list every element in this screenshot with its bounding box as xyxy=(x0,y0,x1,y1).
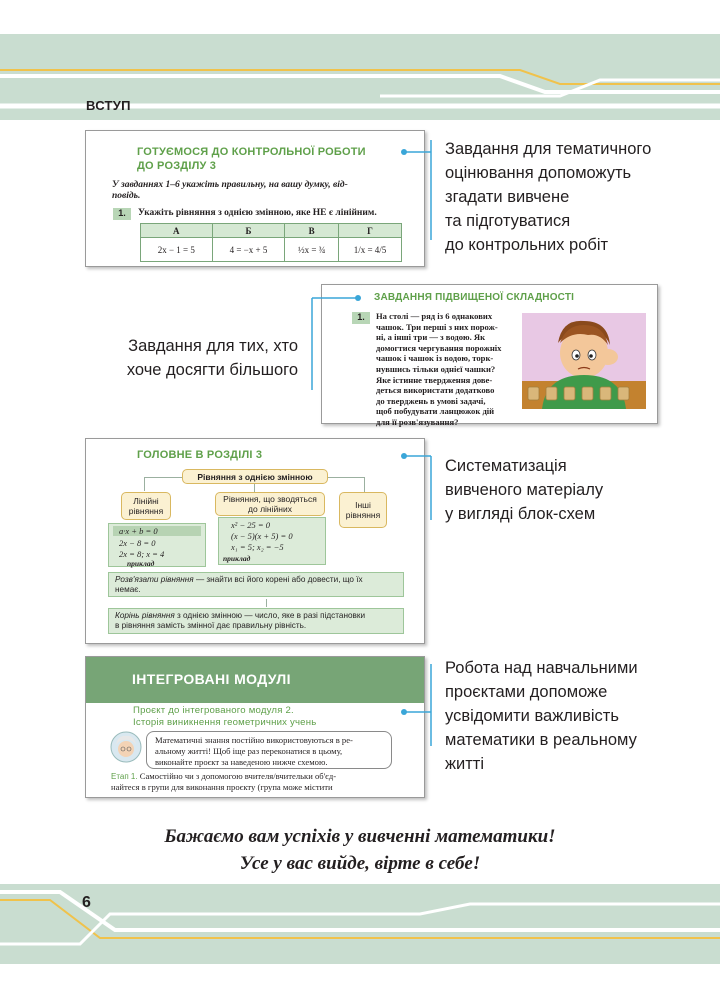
card2-text-line: для її розв'язування? xyxy=(376,416,459,427)
description-1-line: до контрольних робіт xyxy=(445,236,609,254)
module-subtitle-1: Проєкт до інтегрованого модуля 2. xyxy=(133,705,294,716)
card2-text-line: до тверджень в умові задачі, xyxy=(376,395,486,406)
flow-line xyxy=(144,477,145,491)
section-title: ВСТУП xyxy=(86,98,131,113)
linear-example-2: 2x = 8; x = 4 xyxy=(119,549,165,559)
description-4-line: математики в реальному xyxy=(445,731,637,749)
description-1-line: Завдання для тематичного xyxy=(445,140,652,158)
flow-line xyxy=(266,599,267,607)
description-1 xyxy=(445,137,651,257)
card1-instruction-2: повідь. xyxy=(112,191,141,201)
solve-definition-text: — знайти всі його корені або довести, що їх xyxy=(193,575,363,584)
description-2 xyxy=(118,334,298,382)
card1-title-line1: ГОТУЄМОСЯ ДО КОНТРОЛЬНОЇ РОБОТИ xyxy=(137,146,366,158)
card-test-preparation xyxy=(85,130,425,267)
card1-task-number: 1. xyxy=(113,208,131,220)
solve-definition-term: Розв'язати рівняння xyxy=(115,575,194,584)
card-advanced-tasks xyxy=(321,284,658,427)
description-4-line: Робота над навчальними xyxy=(445,659,638,677)
flow-other-box xyxy=(339,492,387,528)
closing-line-1: Бажаємо вам успіхів у вивченні математики! xyxy=(164,826,556,847)
card2-text-line: ні, а інші три — з водою. Як xyxy=(376,332,486,343)
card1-title-line2: ДО РОЗДІЛУ 3 xyxy=(137,160,217,172)
option-letter-g: Г xyxy=(338,224,401,238)
option-letter-v: В xyxy=(285,224,339,238)
card2-text-line: нувшись тільки однієї чашки? xyxy=(376,363,496,374)
card2-title: ЗАВДАННЯ ПІДВИЩЕНОЇ СКЛАДНОСТІ xyxy=(374,292,575,303)
card2-text-line: щоб побудувати ланцюжок дій xyxy=(376,406,495,417)
flow-linear-label: рівняння xyxy=(128,506,164,516)
speech-bubble xyxy=(146,731,392,769)
card2-text-line: На столі — ряд із 6 однакових xyxy=(376,311,493,321)
scientist-avatar-icon xyxy=(110,731,142,763)
flow-reducible-label: до лінійних xyxy=(248,504,292,514)
description-4-line: проєктами допоможе xyxy=(445,683,608,701)
card2-text-line: Яке істинне твердження дове- xyxy=(376,374,493,385)
option-value-b: 4 = −x + 5 xyxy=(212,238,285,262)
description-3-line: Систематизація xyxy=(445,457,567,475)
root-definition xyxy=(108,608,404,634)
flow-reducible-examples xyxy=(218,517,326,565)
description-4 xyxy=(445,656,638,776)
card-chapter-summary xyxy=(85,438,425,644)
flow-linear-box xyxy=(121,492,171,520)
example-label: приклад xyxy=(127,559,155,568)
description-1-line: згадати вивчене xyxy=(445,188,570,206)
card2-text-line: чашок і чашок із водою, торк- xyxy=(376,353,494,364)
stage-text-1: Самостійно чи з допомогою вчителя/вчительки об'єд- xyxy=(137,771,337,781)
option-value-a: 2x − 1 = 5 xyxy=(141,238,213,262)
card2-task-text xyxy=(376,311,501,428)
module-subtitle-2: Історія виникнення геометричних учень xyxy=(133,717,317,728)
option-value-g: 1/x = 4/5 xyxy=(338,238,401,262)
card3-title: ГОЛОВНЕ В РОЗДІЛІ 3 xyxy=(137,449,263,461)
connector-4 xyxy=(400,660,445,750)
description-1-line: оцінювання допоможуть xyxy=(445,164,632,182)
card1-instruction-1: У завданнях 1–6 укажіть правильну, на вашу думку, від- xyxy=(112,180,348,190)
description-1-line: та підготуватися xyxy=(445,212,571,230)
answer-table xyxy=(140,223,402,262)
flow-linear-examples xyxy=(108,523,206,567)
boy-with-cups-illustration xyxy=(522,313,646,409)
root-definition-text-2: в рівняння замість змінної дає правильну рівність. xyxy=(115,621,307,630)
flow-other-label: рівняння xyxy=(345,510,381,520)
stage-text xyxy=(111,771,336,793)
linear-example-1: 2x − 8 = 0 xyxy=(119,538,156,548)
flow-top-box: Рівняння з однією змінною xyxy=(182,469,328,484)
flow-reducible-label: Рівняння, що зводяться xyxy=(223,494,317,504)
option-letter-a: А xyxy=(141,224,213,238)
card2-text-line: чашок. Три перші з них порож- xyxy=(376,321,498,332)
description-2-line: хоче досягти більшого xyxy=(126,361,298,379)
reducible-example-1: x² − 25 = 0 xyxy=(231,520,271,530)
stage-text-2: найтеся в групи для виконання проєкту (група може містити xyxy=(111,782,333,792)
reducible-example-3: x₁ = 5; x₂ = −5 xyxy=(231,542,284,552)
description-3 xyxy=(445,454,603,526)
connector-2 xyxy=(296,290,366,400)
linear-formula: a·x + b = 0 xyxy=(113,526,201,536)
bubble-line: альному житті! Щоб іще раз переконатися в цьому, xyxy=(155,746,343,756)
description-2-line: Завдання для тих, хто xyxy=(128,337,298,355)
description-3-line: вивченого матеріалу xyxy=(445,481,604,499)
card-integrated-modules xyxy=(85,656,425,798)
example-label: приклад xyxy=(223,554,251,563)
stage-label: Етап 1. xyxy=(111,772,138,781)
card2-task-number: 1. xyxy=(352,312,370,324)
bubble-line: виконайте проєкт за наведеною нижче схемою. xyxy=(155,757,328,767)
page-number: 6 xyxy=(82,894,91,911)
bubble-line: Математичні знання постійно використовуються в ре- xyxy=(155,735,353,745)
solve-definition xyxy=(108,572,404,597)
card1-task-text: Укажіть рівняння з однією змінною, яке НЕ є лінійним. xyxy=(138,208,377,218)
description-4-line: усвідомити важливість xyxy=(445,707,619,725)
solve-definition-text-2: немає. xyxy=(115,585,141,594)
flow-line xyxy=(144,477,182,478)
card2-text-line: домогтися чергування порожніх xyxy=(376,342,502,353)
flow-other-label: Інші xyxy=(355,500,371,510)
closing-line-2: Усе у вас вийде, вірте в себе! xyxy=(239,853,481,874)
description-3-line: у вигляді блок-схем xyxy=(445,505,596,523)
flow-line xyxy=(364,477,365,493)
root-definition-text: з однією змінною — число, яке в разі підстановки xyxy=(174,611,366,620)
flow-line xyxy=(328,477,364,478)
reducible-example-2: (x − 5)(x + 5) = 0 xyxy=(231,531,293,541)
connector-1 xyxy=(400,135,440,245)
module-title: ІНТЕГРОВАНІ МОДУЛІ xyxy=(132,671,291,687)
option-value-v: ½x = ¾ xyxy=(285,238,339,262)
flow-linear-label: Лінійні xyxy=(133,496,159,506)
description-4-line: житті xyxy=(445,755,485,773)
footer-stripes xyxy=(0,884,720,964)
option-letter-b: Б xyxy=(212,224,285,238)
root-definition-term: Корінь рівняння xyxy=(115,611,175,620)
connector-3 xyxy=(400,446,445,526)
flow-reducible-box xyxy=(215,492,325,516)
card2-text-line: деться використати додатково xyxy=(376,385,495,396)
